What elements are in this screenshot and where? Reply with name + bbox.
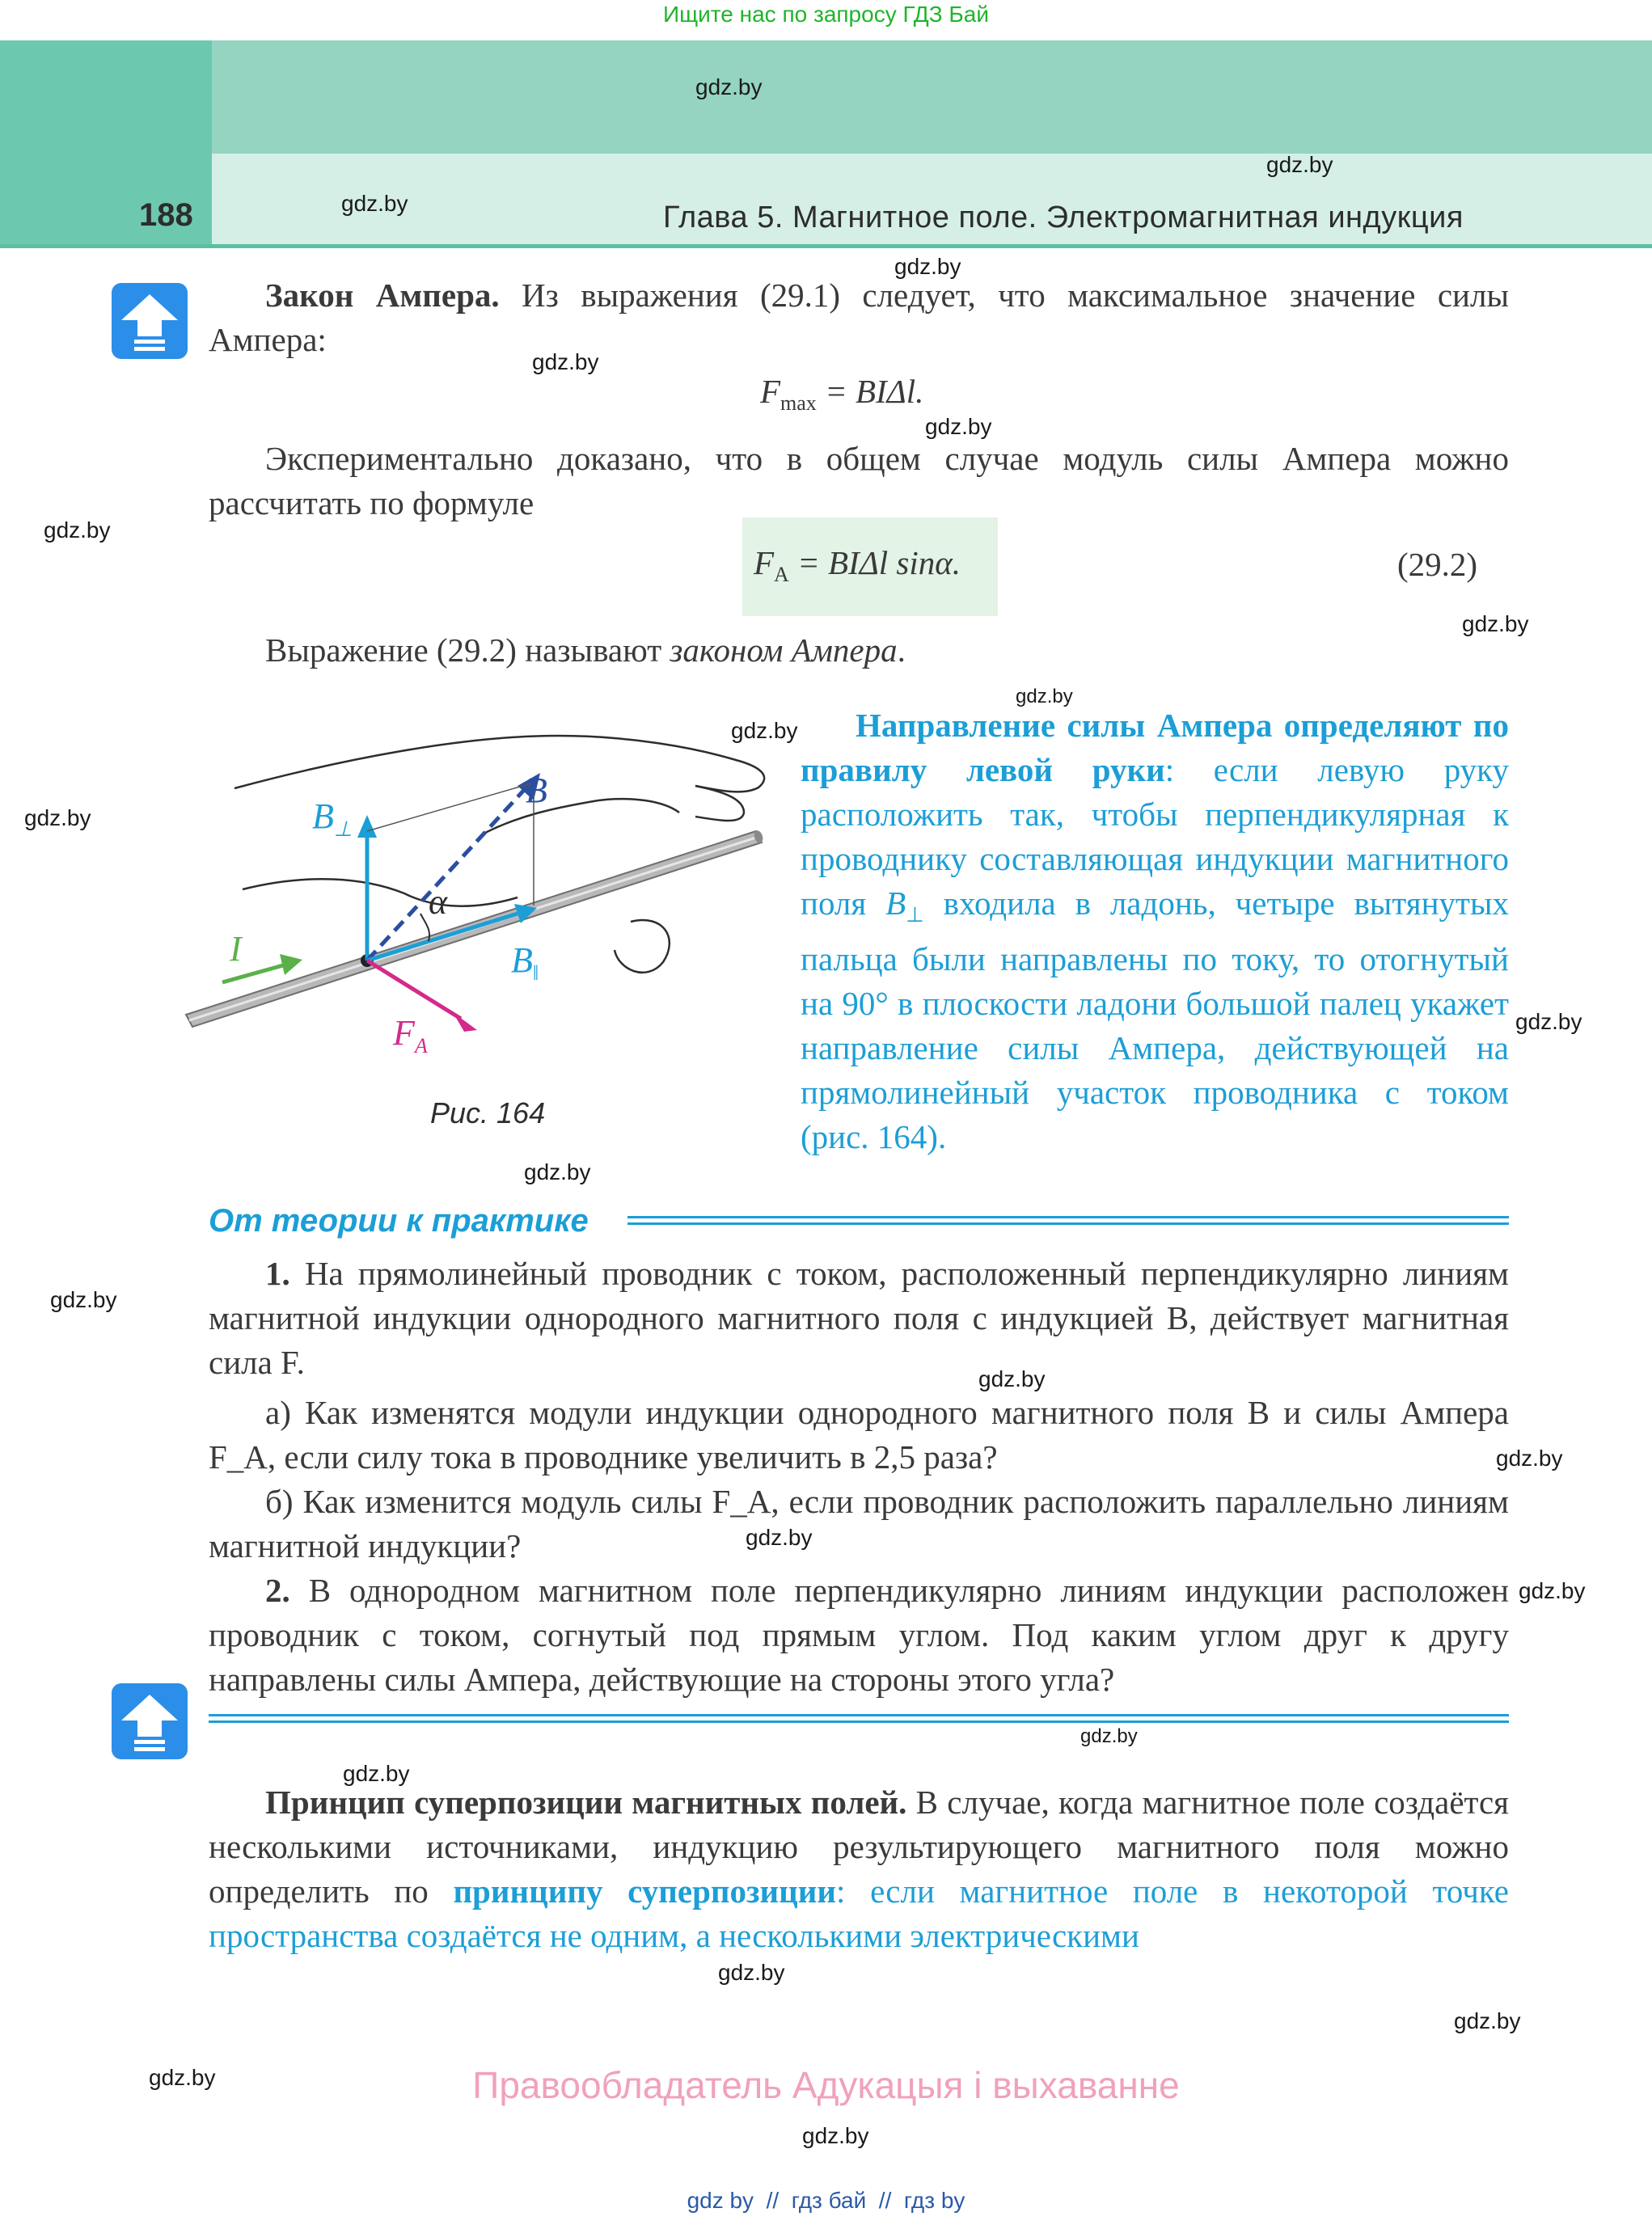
watermark: gdz.by [925,414,992,439]
label-b-perp [312,796,353,842]
watermark: gdz.by [532,349,599,374]
label-fa-sub: A [414,1033,428,1058]
label-fa-symbol: F [393,1013,415,1053]
practice-end-rule [209,1714,1509,1716]
watermark: gdz.by [149,2065,216,2090]
superposition-paragraph [209,1780,1509,1958]
chapter-title: Глава 5. Магнитное поле. Электромагнитная индукция [663,201,1464,234]
formula-fmax-symbol: F [760,373,781,410]
watermark: gdz.by [1266,152,1333,177]
formula-fa-symbol: F [754,544,775,581]
law-text-italic: законом Ампера [670,631,898,669]
upload-icon[interactable] [112,283,188,359]
superposition-term: принципу суперпозиции [453,1872,837,1910]
superposition-heading: Принцип суперпозиции магнитных полей. [265,1784,907,1821]
footer-links[interactable]: gdz by // гдз бай // гдз by [687,2188,965,2213]
practice-heading-rule [627,1216,1509,1218]
force-arrow [367,961,461,1019]
watermark: gdz.by [1016,686,1073,707]
watermark: gdz.by [524,1159,591,1184]
law-definition [265,631,906,669]
watermark: gdz.by [1515,1009,1582,1034]
figure-caption: Рис. 164 [430,1096,546,1129]
left-hand-rule-text-1: : если левую руку расположить так, чтобы перпендикулярная к проводнику составляющая индукции магнитного поля [801,751,1509,922]
formula-fmax-sub: max [780,391,817,416]
task-2 [209,1568,1509,1702]
formula-fa-sub: A [774,563,789,587]
watermark: gdz.by [1080,1725,1138,1747]
watermark: gdz.by [44,517,111,543]
label-b-perp-symbol: B [312,796,334,836]
practice-heading-rule-2 [627,1222,1509,1225]
task-1b: б) Как изменится модуль силы F_A, если проводник расположить параллельно линиям магнитной индукции? [209,1483,1509,1564]
label-b-par [511,939,539,986]
label-b: B [526,771,547,810]
formula-fa-rhs: = BIΔl sinα. [788,544,961,581]
left-hand-rule-symbol-sub: ⊥ [906,903,924,927]
task-2-text: В однородном магнитном поле перпендикулярно линиям индукции расположен проводник с током, согнутый под прямым углом. Под каким углом друг к другу направлены силы Ампера, действующие на стороны этого угла? [209,1572,1509,1698]
formula-number: (29.2) [1397,546,1478,583]
law-text-suffix: . [897,631,906,669]
watermark: gdz.by [894,254,961,279]
top-banner[interactable]: Ищите нас по запросу ГДЗ Бай [662,2,990,27]
law-text-prefix: Выражение (29.2) называют [265,631,670,669]
ampere-law-intro [209,273,1509,362]
watermark: gdz.by [978,1366,1046,1391]
watermark: gdz.by [1454,2008,1521,2033]
task-1a: а) Как изменятся модули индукции однородного магнитного поля B и силы Ампера F_A, если силу тока в проводнике увеличить в 2,5 раза? [209,1394,1509,1476]
watermark: gdz.by [746,1525,813,1550]
label-current: I [230,929,242,969]
watermark: gdz.by [343,1761,410,1786]
watermark: gdz.by [695,74,763,99]
page-number: 188 [139,197,193,233]
label-b-par-sub: ǁ [532,961,539,985]
header-rule [0,244,1652,248]
left-hand-rule [801,703,1509,1159]
watermark: gdz.by [731,718,798,743]
watermark: gdz.by [1462,611,1529,636]
superposition-cyan-text: : если магнитное поле в некоторой точке пространства создаётся не одним, а несколькими электрическими [209,1872,1509,1954]
figure-164 [178,711,792,1067]
watermark: gdz.by [341,191,408,216]
label-b-par-symbol: B [511,940,533,980]
watermark: gdz.by [802,2123,869,2148]
watermark: gdz.by [718,1960,785,1985]
watermark: gdz.by [1496,1446,1563,1471]
left-hand-rule-text-2: входила в ладонь, четыре вытянутых пальца были направлены по току, то отогнутый на 90° в плоскости ладони большой палец укажет направление силы Ампера, действующей на прямолинейный участок проводника с током (рис. 164). [801,885,1509,1156]
watermark: gdz.by [50,1287,117,1312]
watermark: gdz.by [24,805,91,830]
ampere-law-intro-text: Из выражения (29.1) следует, что максимальное значение силы Ампера: [209,277,1510,358]
task-2-number: 2. [265,1572,290,1609]
formula-fa [754,543,961,587]
upload-icon-2[interactable] [112,1683,188,1759]
left-hand-rule-symbol: B [885,885,906,922]
left-hand-rule-bold: Направление силы Ампера определяют по правилу левой руки [801,707,1509,788]
practice-heading: От теории к практике [209,1203,589,1239]
header-light-band [212,40,1652,154]
copyright: Правообладатель Адукацыя і выхаванне [472,2064,1180,2106]
label-b-perp-sub: ⊥ [333,817,353,841]
task-1-number: 1. [265,1255,290,1292]
task-1-text: На прямолинейный проводник с током, расположенный перпендикулярно линиям магнитной индукции однородного магнитного поля с индукцией B, действует магнитная сила F. [209,1255,1509,1381]
watermark: gdz.by [1519,1578,1586,1603]
formula-fmax [760,372,923,416]
practice-end-rule-2 [209,1720,1509,1723]
superposition-text: В случае, когда магнитное поле создаётся несколькими источниками, индукцию результирующего магнитного поля можно определить по [209,1784,1509,1910]
formula-fmax-rhs: = BIΔl. [816,373,924,410]
label-alpha: α [429,882,448,922]
ampere-law-heading: Закон Ампера. [265,277,500,314]
experimental-paragraph: Экспериментально доказано, что в общем случае модуль силы Ампера можно рассчитать по формуле [209,440,1509,521]
label-fa [393,1012,428,1058]
task-1 [209,1252,1509,1385]
